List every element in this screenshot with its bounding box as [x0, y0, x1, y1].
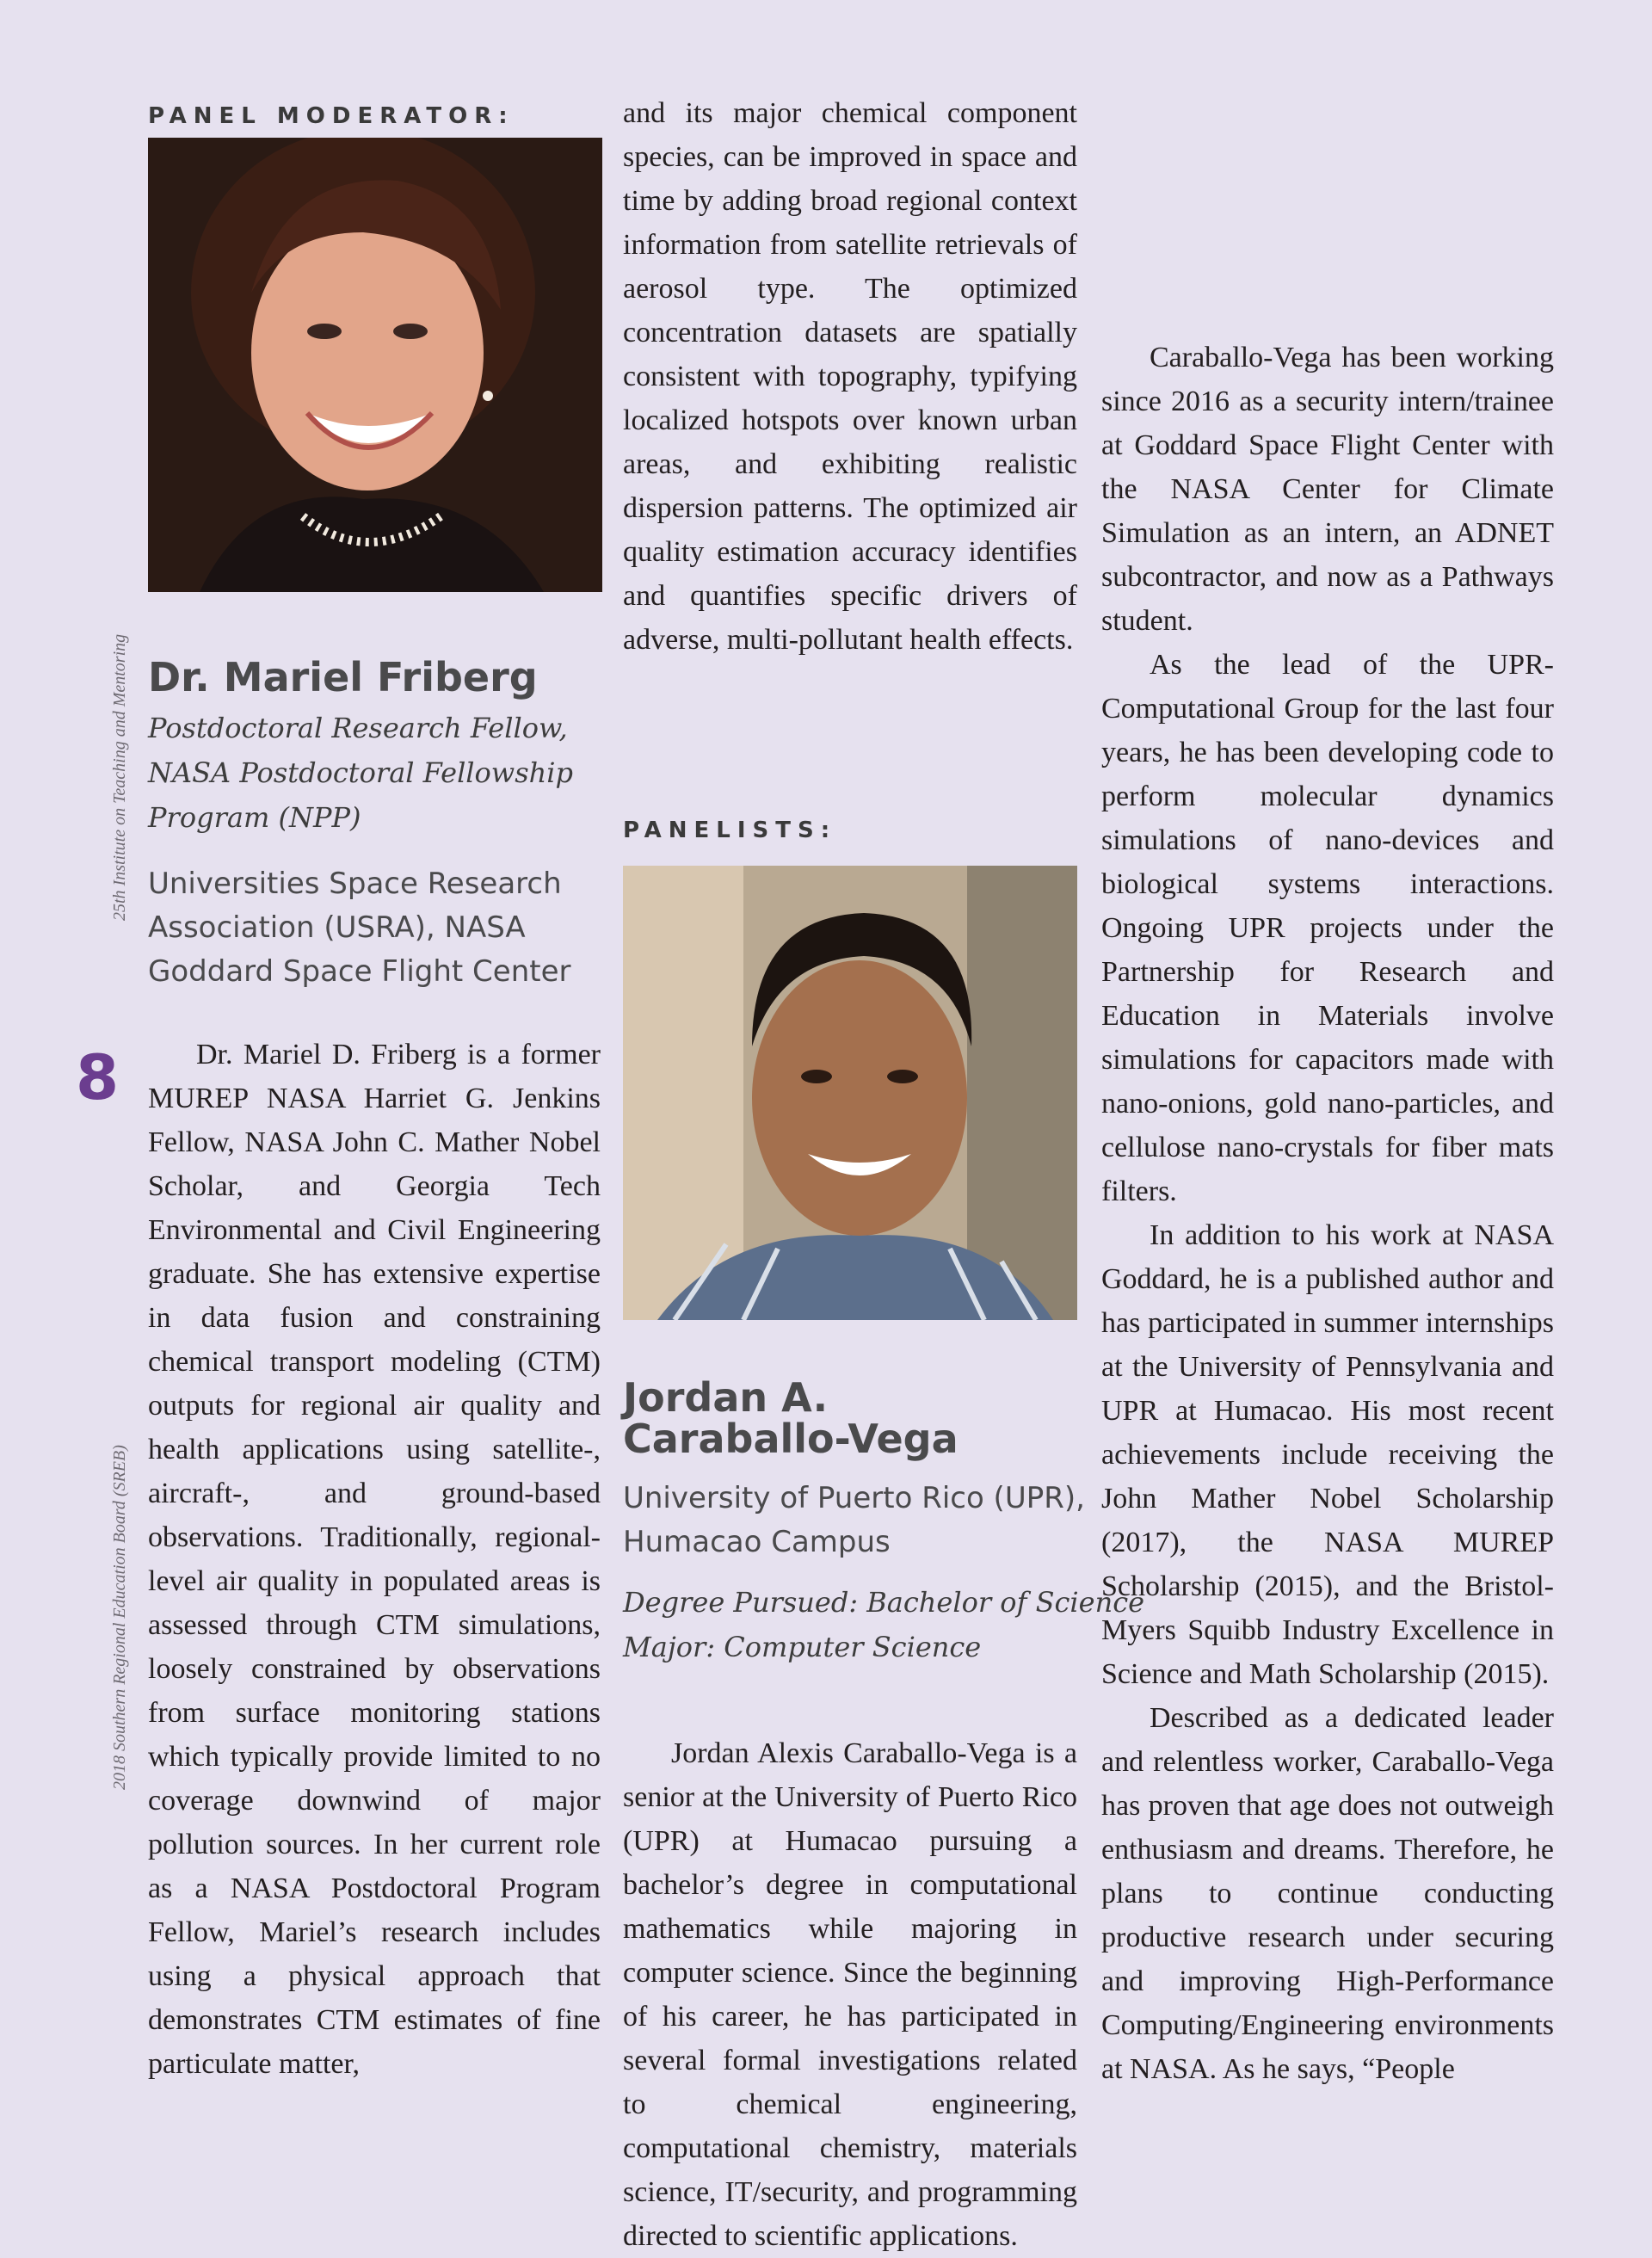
- moderator-name: Dr. Mariel Friberg: [148, 654, 538, 700]
- panelist-bio-continued: [1101, 336, 1554, 2091]
- moderator-label: PANEL MODERATOR:: [148, 103, 515, 129]
- panelist-org-line: Humacao Campus: [623, 1525, 891, 1559]
- panelist-organization: [623, 1477, 1085, 1564]
- panelist-bio-paragraph: In addition to his work at NASA Goddard, he is a published author and has participated in summer internships at the University of Pennsylvania and UPR at Humacao. His most recent achievements include receiving the John Mather Nobel Scholarship (2017), the NASA MUREP Scholarship (2015), and the Bristol-Myers Squibb Industry Excellence in Science and Math Scholarship (2015).: [1101, 1219, 1554, 1690]
- moderator-org-line: Goddard Space Flight Center: [148, 954, 571, 989]
- moderator-title-line: NASA Postdoctoral Fellowship: [148, 756, 573, 789]
- moderator-org-line: Universities Space Research: [148, 867, 562, 901]
- moderator-bio-part1: [148, 1033, 601, 2086]
- panelist-degree-info: [623, 1580, 1144, 1669]
- panelist-bio-paragraph: Jordan Alexis Caraballo-Vega is a senior at the University of Puerto Rico (UPR) at Humacao pursuing a bachelor’s degree in computational mathematics while majoring in computer science. Since the beginning of his career, he has participated in several formal investigations related to chemical engineering, computational chemistry, materials science, IT/security, and programming directed to scientific applications.: [623, 1737, 1077, 2252]
- panelist-name-line: Jordan A.: [623, 1374, 829, 1421]
- moderator-bio-part2: [623, 91, 1077, 662]
- moderator-title-line: Program (NPP): [148, 801, 361, 834]
- panelist-bio-start: [623, 1731, 1077, 2258]
- panelist-bio-paragraph: As the lead of the UPR-Computational Group for the last four years, he has been developing code to perform molecular dynamics simulations of nano-devices and biological systems interactions. Ongoing UPR projects under the Partnership for Research and Education in Materials involve simulations for capacitors made with nano-onions, gold nano-particles, and cellulose nano-crystals for fiber mats filters.: [1101, 649, 1554, 1207]
- panelists-label: PANELISTS:: [623, 817, 837, 843]
- moderator-title: [148, 706, 573, 840]
- moderator-organization: [148, 862, 571, 994]
- panelist-name-line: Caraballo-Vega: [623, 1416, 959, 1462]
- sidebar-institute-text: 25th Institute on Teaching and Mentoring: [110, 633, 129, 921]
- panelist-bio-paragraph: Caraballo-Vega has been working since 2016 as a security intern/trainee at Goddard Space Flight Center with the NASA Center for Climate Simulation as an intern, an ADNET subcontractor, and now as a Pathways student.: [1101, 342, 1554, 637]
- moderator-title-line: Postdoctoral Research Fellow,: [148, 712, 568, 744]
- panelist-major: Major: Computer Science: [623, 1631, 982, 1663]
- moderator-bio-paragraph-cont: and its major chemical component species, can be improved in space and time by adding broad regional context information from satellite retrievals of aerosol type. The optimized concentration datasets are spatially consistent with topography, typifying localized hotspots over known urban areas, and exhibiting realistic dispersion patterns. The optimized air quality estimation accuracy identifies and quantifies specific drivers of adverse, multi-pollutant health effects.: [623, 97, 1077, 656]
- moderator-bio-paragraph: Dr. Mariel D. Friberg is a former MUREP NASA Harriet G. Jenkins Fellow, NASA John C. Mather Nobel Scholar, and Georgia Tech Environmental and Civil Engineering graduate. She has extensive expertise in data fusion and constraining chemical transport modeling (CTM) outputs for regional air quality and health applications using satellite-, aircraft-, and ground-based observations. Traditionally, regional-level air quality in populated areas is assessed through CTM simulations, loosely constrained by observations from surface monitoring stations which typically provide limited to no coverage downwind of major pollution sources. In her current role as a NASA Postdoctoral Program Fellow, Mariel’s research includes using a physical approach that demonstrates CTM estimates of fine particulate matter,: [148, 1039, 601, 2080]
- moderator-org-line: Association (USRA), NASA: [148, 910, 526, 945]
- panelist-name: [623, 1374, 959, 1462]
- page-number: 8: [76, 1041, 120, 1114]
- panelist-org-line: University of Puerto Rico (UPR),: [623, 1481, 1085, 1515]
- moderator-photo: [148, 138, 602, 592]
- panelist-bio-paragraph: Described as a dedicated leader and relentless worker, Caraballo-Vega has proven that age does not outweigh enthusiasm and dreams. Therefore, he plans to continue conducting productive research under securing and improving High-Performance Computing/Engineering environments at NASA. As he says, “People: [1101, 1702, 1554, 2085]
- sidebar-sreb-text: 2018 Southern Regional Education Board (SREB): [110, 1445, 129, 1790]
- panelist-degree: Degree Pursued: Bachelor of Science: [623, 1586, 1145, 1619]
- panelist-photo: [623, 866, 1077, 1320]
